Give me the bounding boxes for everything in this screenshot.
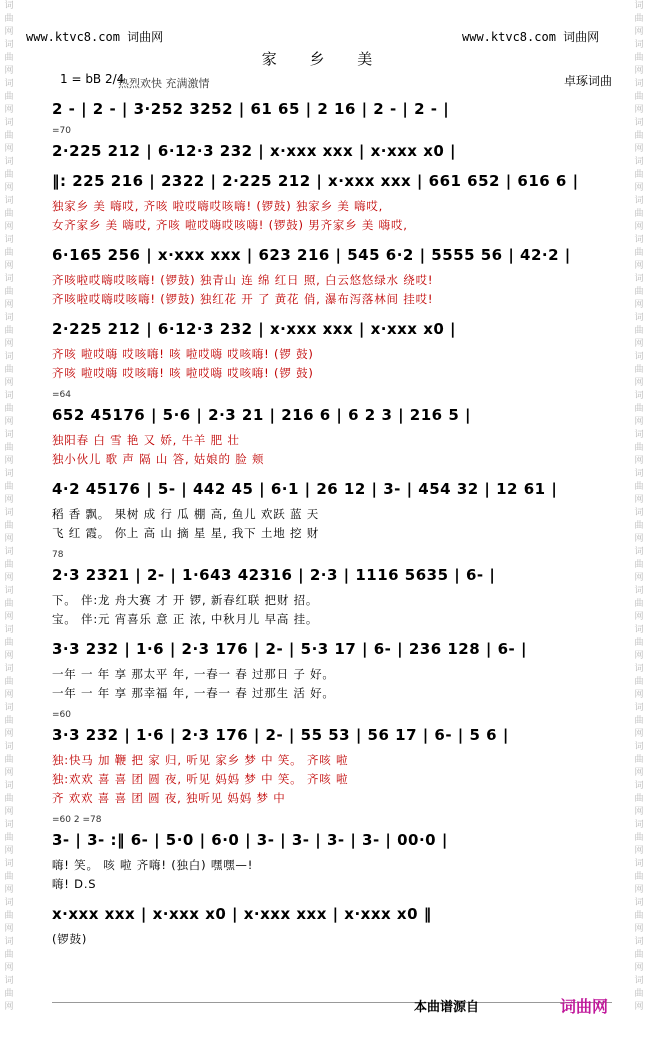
- watermark-char: 词: [634, 976, 644, 986]
- lyric-line: 独阳春 白 雪 艳 又 娇, 牛羊 肥 壮: [52, 433, 240, 447]
- watermark-char: 词: [634, 625, 644, 635]
- watermark-char: 词: [4, 79, 14, 89]
- watermark-char: 曲: [4, 716, 14, 726]
- watermark-char: 词: [634, 859, 644, 869]
- watermark-char: 曲: [634, 170, 644, 180]
- watermark-char: 曲: [634, 911, 644, 921]
- watermark-char: 词: [634, 352, 644, 362]
- watermark-char: 曲: [4, 53, 14, 63]
- footer-source: 本曲谱源自: [414, 1000, 480, 1015]
- right-watermark: [632, 0, 646, 1045]
- watermark-char: 词: [4, 781, 14, 791]
- lyric-line: 一年 一 年 享 那幸福 年, 一春一 春 过那生 活 好。: [52, 686, 335, 700]
- watermark-char: 网: [4, 300, 14, 310]
- lyric-line: 下。 伴:龙 舟大赛 才 开 锣, 新春红联 把财 招。: [52, 593, 319, 607]
- watermark-char: 曲: [634, 560, 644, 570]
- watermark-char: 曲: [634, 404, 644, 414]
- watermark-char: 曲: [4, 638, 14, 648]
- notation-line: 652 45176 | 5·6 | 2·3 21 | 216 6 | 6 2 3 | 216 5 |: [52, 406, 471, 424]
- watermark-char: 曲: [4, 677, 14, 687]
- watermark-char: 词: [4, 742, 14, 752]
- watermark-char: 词: [4, 508, 14, 518]
- watermark-char: 网: [634, 495, 644, 505]
- watermark-char: 网: [4, 846, 14, 856]
- watermark-char: 网: [4, 690, 14, 700]
- watermark-char: 网: [4, 651, 14, 661]
- site-url-right[interactable]: www.ktvc8.com 词曲网: [462, 30, 600, 44]
- watermark-char: 网: [634, 300, 644, 310]
- song-title: 家 乡 美: [261, 50, 387, 68]
- lyric-line: 一年 一 年 享 那太平 年, 一春一 春 过那日 子 好。: [52, 667, 335, 681]
- watermark-char: 词: [634, 781, 644, 791]
- lyric-line: 齐咳啦哎嗨哎咳嗨! (锣鼓) 独青山 连 绵 红日 照, 白云悠悠绿水 绕哎!: [52, 273, 434, 287]
- watermark-char: 网: [4, 222, 14, 232]
- watermark-char: 网: [634, 651, 644, 661]
- watermark-char: 网: [634, 924, 644, 934]
- watermark-char: 词: [4, 274, 14, 284]
- watermark-char: 网: [634, 690, 644, 700]
- watermark-char: 曲: [4, 911, 14, 921]
- notation-line: 2·3 2321 | 2- | 1·643 42316 | 2·3 | 1116 5635 | 6- |: [52, 566, 496, 584]
- watermark-char: 词: [4, 235, 14, 245]
- watermark-char: 曲: [4, 833, 14, 843]
- watermark-char: 网: [4, 924, 14, 934]
- watermark-char: 网: [4, 729, 14, 739]
- watermark-char: 词: [634, 430, 644, 440]
- watermark-char: 网: [634, 1002, 644, 1012]
- left-watermark: [2, 0, 16, 1045]
- watermark-char: 曲: [634, 677, 644, 687]
- watermark-char: 网: [4, 534, 14, 544]
- watermark-char: 网: [634, 534, 644, 544]
- watermark-char: 网: [634, 729, 644, 739]
- watermark-char: 网: [4, 495, 14, 505]
- watermark-char: 曲: [634, 287, 644, 297]
- lyric-line: 嗨! D.S: [52, 877, 97, 891]
- lyric-line: 稻 香 飘。 果树 成 行 瓜 棚 高, 鱼儿 欢跃 蓝 天: [52, 507, 320, 521]
- watermark-char: 曲: [634, 365, 644, 375]
- watermark-char: 词: [634, 157, 644, 167]
- watermark-char: 词: [634, 274, 644, 284]
- watermark-char: 网: [4, 66, 14, 76]
- tempo-mark: 78: [52, 550, 64, 560]
- lyric-line: 嗨! 笑。 咳 啦 齐嗨! (独白) 嘿嘿—!: [52, 858, 254, 872]
- watermark-char: 词: [4, 1, 14, 11]
- watermark-char: 曲: [4, 872, 14, 882]
- watermark-char: 词: [4, 820, 14, 830]
- watermark-char: 曲: [634, 833, 644, 843]
- lyric-line: 独:欢欢 喜 喜 团 圆 夜, 听见 妈妈 梦 中 笑。 齐咳 啦: [52, 772, 349, 786]
- watermark-char: 词: [4, 547, 14, 557]
- watermark-char: 曲: [634, 14, 644, 24]
- notation-line: x·xxx xxx | x·xxx x0 | x·xxx xxx | x·xxx x0 ‖: [52, 905, 432, 923]
- watermark-char: 曲: [634, 248, 644, 258]
- watermark-char: 曲: [634, 989, 644, 999]
- watermark-char: 网: [634, 456, 644, 466]
- watermark-char: 曲: [634, 482, 644, 492]
- watermark-char: 词: [4, 391, 14, 401]
- watermark-char: 曲: [634, 716, 644, 726]
- watermark-char: 词: [634, 508, 644, 518]
- watermark-char: 网: [634, 222, 644, 232]
- watermark-char: 词: [4, 313, 14, 323]
- watermark-char: 词: [4, 937, 14, 947]
- watermark-char: 曲: [4, 989, 14, 999]
- watermark-char: 曲: [4, 443, 14, 453]
- watermark-char: 网: [634, 378, 644, 388]
- watermark-char: 词: [4, 196, 14, 206]
- watermark-char: 曲: [634, 443, 644, 453]
- watermark-char: 网: [634, 846, 644, 856]
- footer-brand[interactable]: 词曲网: [560, 997, 609, 1016]
- watermark-char: 网: [4, 144, 14, 154]
- notation-line: ‖: 225 216 | 2322 | 2·225 212 | x·xxx xxx | 661 652 | 616 6 |: [52, 172, 579, 190]
- watermark-char: 网: [4, 768, 14, 778]
- watermark-char: 网: [4, 183, 14, 193]
- watermark-char: 网: [4, 573, 14, 583]
- notation-line: 6·165 256 | x·xxx xxx | 623 216 | 545 6·2 | 5555 56 | 42·2 |: [52, 246, 571, 264]
- tempo-mark: =64: [52, 390, 71, 400]
- watermark-char: 曲: [634, 92, 644, 102]
- watermark-char: 词: [634, 898, 644, 908]
- watermark-char: 网: [4, 612, 14, 622]
- lyric-line: 独小伙儿 歌 声 隔 山 答, 姑娘的 脸 颊: [52, 452, 265, 466]
- watermark-char: 网: [634, 768, 644, 778]
- watermark-char: 网: [634, 27, 644, 37]
- watermark-char: 曲: [634, 599, 644, 609]
- notation-line: 3- | 3- :‖ 6- | 5·0 | 6·0 | 3- | 3- | 3- | 3- | 00·0 |: [52, 831, 448, 849]
- watermark-char: 曲: [4, 131, 14, 141]
- notation-line: 3·3 232 | 1·6 | 2·3 176 | 2- | 5·3 17 | 6- | 236 128 | 6- |: [52, 640, 527, 658]
- watermark-char: 曲: [4, 365, 14, 375]
- watermark-char: 词: [634, 196, 644, 206]
- watermark-char: 曲: [4, 170, 14, 180]
- lyric-line: 齐 欢欢 喜 喜 团 圆 夜, 独听见 妈妈 梦 中: [52, 791, 286, 805]
- watermark-char: 词: [634, 235, 644, 245]
- tempo-mark: =60 2 =78: [52, 815, 102, 825]
- notation-line: 3·3 232 | 1·6 | 2·3 176 | 2- | 55 53 | 56 17 | 6- | 5 6 |: [52, 726, 509, 744]
- watermark-char: 词: [634, 586, 644, 596]
- watermark-char: 词: [4, 469, 14, 479]
- watermark-char: 曲: [4, 248, 14, 258]
- watermark-char: 网: [4, 105, 14, 115]
- watermark-char: 词: [4, 859, 14, 869]
- notation-line: 2·225 212 | 6·12·3 232 | x·xxx xxx | x·xxx x0 |: [52, 320, 457, 338]
- watermark-char: 曲: [634, 794, 644, 804]
- watermark-char: 词: [4, 430, 14, 440]
- watermark-char: 曲: [4, 14, 14, 24]
- watermark-char: 词: [4, 586, 14, 596]
- lyric-line: 飞 红 霞。 你上 高 山 摘 星 星, 我下 土地 挖 财: [52, 526, 320, 540]
- watermark-char: 曲: [4, 560, 14, 570]
- watermark-char: 网: [4, 885, 14, 895]
- watermark-char: 曲: [4, 404, 14, 414]
- watermark-char: 网: [634, 261, 644, 271]
- watermark-char: 词: [634, 937, 644, 947]
- watermark-char: 词: [634, 118, 644, 128]
- watermark-char: 词: [634, 703, 644, 713]
- lyric-line: 独:快马 加 鞭 把 家 归, 听见 家乡 梦 中 笑。 齐咳 啦: [52, 753, 349, 767]
- watermark-char: 网: [4, 339, 14, 349]
- watermark-char: 曲: [634, 755, 644, 765]
- watermark-char: 网: [4, 261, 14, 271]
- watermark-char: 词: [634, 79, 644, 89]
- watermark-char: 曲: [634, 872, 644, 882]
- watermark-char: 曲: [4, 209, 14, 219]
- watermark-char: 词: [4, 664, 14, 674]
- watermark-char: 网: [634, 612, 644, 622]
- watermark-char: 网: [4, 1002, 14, 1012]
- watermark-char: 网: [634, 963, 644, 973]
- watermark-char: 网: [634, 105, 644, 115]
- watermark-char: 曲: [4, 287, 14, 297]
- watermark-char: 词: [4, 976, 14, 986]
- watermark-char: 网: [634, 417, 644, 427]
- watermark-char: 曲: [4, 755, 14, 765]
- watermark-char: 网: [4, 456, 14, 466]
- watermark-char: 曲: [4, 482, 14, 492]
- watermark-char: 曲: [634, 326, 644, 336]
- watermark-char: 词: [634, 391, 644, 401]
- watermark-char: 词: [634, 820, 644, 830]
- watermark-char: 词: [634, 40, 644, 50]
- watermark-char: 词: [4, 157, 14, 167]
- tempo-marking: 热烈欢快 充满激情: [118, 77, 210, 90]
- watermark-char: 网: [634, 573, 644, 583]
- notation-line: 4·2 45176 | 5- | 442 45 | 6·1 | 26 12 | 3- | 454 32 | 12 61 |: [52, 480, 558, 498]
- watermark-char: 词: [634, 469, 644, 479]
- watermark-char: 词: [634, 313, 644, 323]
- watermark-char: 词: [4, 40, 14, 50]
- watermark-char: 曲: [634, 521, 644, 531]
- watermark-char: 词: [634, 742, 644, 752]
- watermark-char: 曲: [634, 209, 644, 219]
- lyric-line: 齐咳 啦哎嗨 哎咳嗨! 咳 啦哎嗨 哎咳嗨! (锣 鼓): [52, 347, 314, 361]
- watermark-char: 曲: [4, 599, 14, 609]
- lyric-line: 女齐家乡 美 嗨哎, 齐咳 啦哎嗨哎咳嗨! (锣鼓) 男齐家乡 美 嗨哎,: [52, 218, 408, 232]
- watermark-char: 曲: [4, 794, 14, 804]
- watermark-char: 词: [634, 547, 644, 557]
- watermark-char: 词: [4, 352, 14, 362]
- lyric-line: 宝。 伴:元 宵喜乐 意 正 浓, 中秋月儿 早高 挂。: [52, 612, 319, 626]
- lyric-line: 齐咳 啦哎嗨 哎咳嗨! 咳 啦哎嗨 哎咳嗨! (锣 鼓): [52, 366, 314, 380]
- watermark-char: 网: [4, 963, 14, 973]
- watermark-char: 曲: [634, 638, 644, 648]
- lyric-line: (锣鼓): [52, 932, 88, 946]
- watermark-char: 网: [4, 417, 14, 427]
- watermark-char: 曲: [634, 950, 644, 960]
- watermark-char: 曲: [4, 950, 14, 960]
- tempo-mark: =60: [52, 710, 71, 720]
- watermark-char: 网: [634, 339, 644, 349]
- watermark-char: 词: [4, 898, 14, 908]
- watermark-char: 词: [4, 625, 14, 635]
- watermark-char: 词: [4, 703, 14, 713]
- watermark-char: 词: [634, 1, 644, 11]
- watermark-char: 网: [634, 66, 644, 76]
- lyric-line: 独家乡 美 嗨哎, 齐咳 啦哎嗨哎咳嗨! (锣鼓) 独家乡 美 嗨哎,: [52, 199, 384, 213]
- watermark-char: 网: [634, 807, 644, 817]
- notation-line: 2 - | 2 - | 3·252 3252 | 61 65 | 2 16 | 2 - | 2 - |: [52, 100, 450, 118]
- watermark-char: 网: [634, 885, 644, 895]
- watermark-char: 网: [634, 183, 644, 193]
- notation-line: 2·225 212 | 6·12·3 232 | x·xxx xxx | x·xxx x0 |: [52, 142, 457, 160]
- site-url-left[interactable]: www.ktvc8.com 词曲网: [26, 30, 164, 44]
- lyric-line: 齐咳啦哎嗨哎咳嗨! (锣鼓) 独红花 开 了 黄花 俏, 瀑布泻落林间 挂哎!: [52, 292, 434, 306]
- watermark-char: 曲: [634, 131, 644, 141]
- watermark-char: 网: [634, 144, 644, 154]
- watermark-char: 曲: [4, 521, 14, 531]
- watermark-char: 网: [4, 378, 14, 388]
- divider: [52, 1002, 612, 1003]
- tempo-mark: =70: [52, 126, 71, 136]
- watermark-char: 词: [4, 118, 14, 128]
- watermark-char: 词: [634, 664, 644, 674]
- watermark-char: 网: [4, 27, 14, 37]
- watermark-char: 曲: [4, 326, 14, 336]
- watermark-char: 曲: [634, 53, 644, 63]
- watermark-char: 曲: [4, 92, 14, 102]
- key-signature: 1 = bB 2/4: [60, 72, 125, 86]
- author-credit: 卓琢词曲: [563, 74, 612, 88]
- watermark-char: 网: [4, 807, 14, 817]
